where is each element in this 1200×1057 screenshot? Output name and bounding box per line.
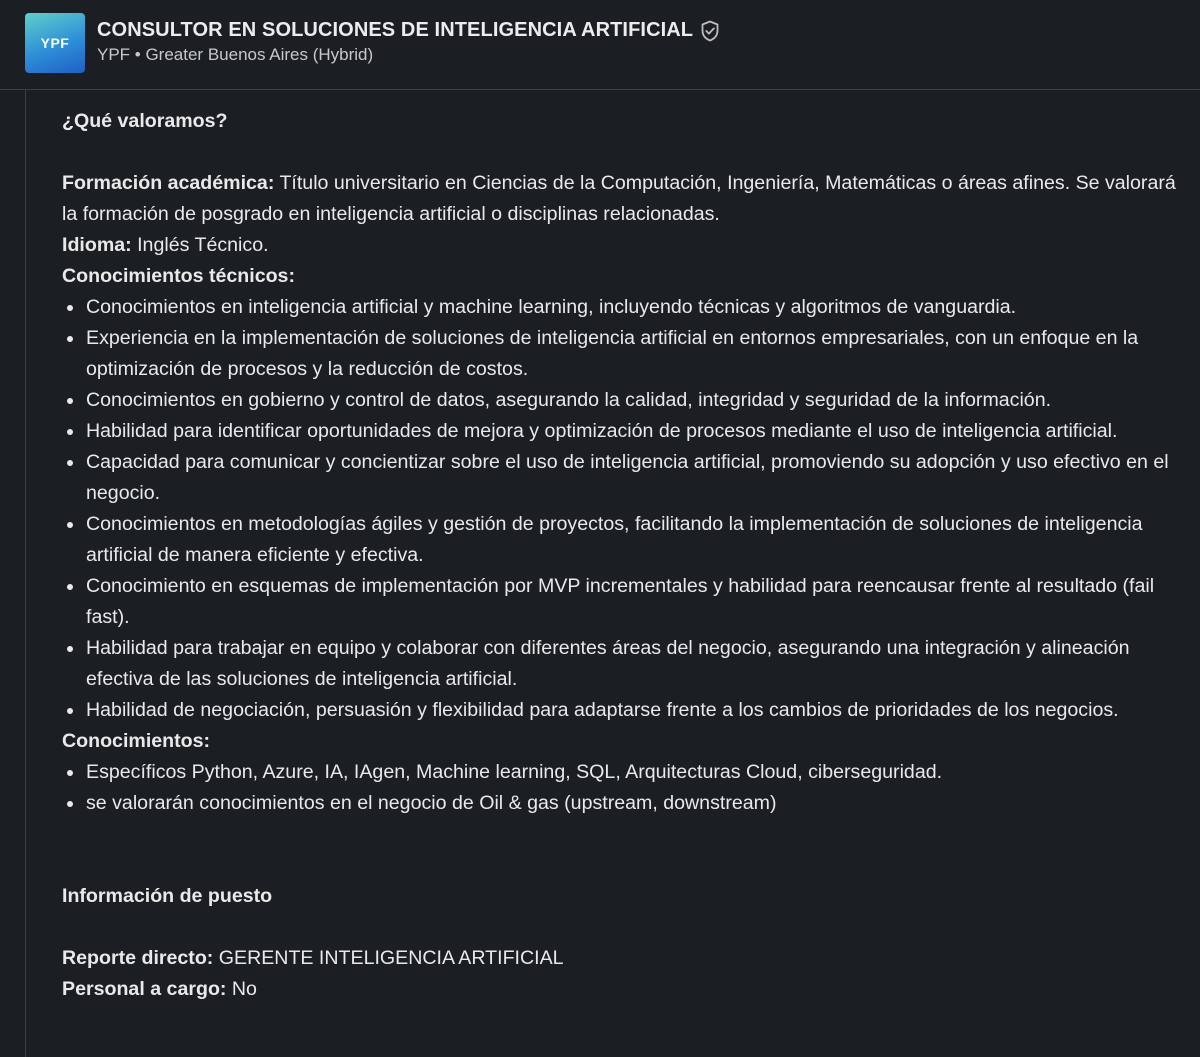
idioma-label: Idioma: bbox=[62, 234, 132, 256]
list-item: se valorarán conocimientos en el negocio de Oil & gas (upstream, downstream) bbox=[62, 788, 1182, 819]
personal-paragraph bbox=[62, 974, 1182, 1005]
list-item: Específicos Python, Azure, IA, IAgen, Machine learning, SQL, Arquitecturas Cloud, ciberseguridad. bbox=[62, 757, 1182, 788]
personal-text: No bbox=[226, 978, 257, 1000]
tecnicos-label: Conocimientos técnicos: bbox=[62, 265, 295, 287]
formacion-paragraph bbox=[62, 168, 1182, 230]
left-divider bbox=[25, 90, 26, 1057]
list-item: Conocimientos en inteligencia artificial y machine learning, incluyendo técnicas y algoritmos de vanguardia. bbox=[62, 292, 1182, 323]
list-item: Conocimiento en esquemas de implementación por MVP incrementales y habilidad para reencausar frente al resultado (fail fast). bbox=[62, 571, 1182, 633]
job-header bbox=[0, 0, 1200, 90]
conocimientos-list bbox=[62, 757, 1182, 819]
list-item: Experiencia en la implementación de soluciones de inteligencia artificial en entornos empresariales, con un enfoque en la optimización de procesos y la reducción de costos. bbox=[62, 323, 1182, 385]
personal-label: Personal a cargo: bbox=[62, 978, 227, 1000]
list-item: Capacidad para comunicar y concientizar sobre el uso de inteligencia artificial, promoviendo su adopción y uso efectivo en el negocio. bbox=[62, 447, 1182, 509]
spacer bbox=[62, 850, 1182, 881]
list-item: Habilidad para trabajar en equipo y colaborar con diferentes áreas del negocio, asegurando una integración y alineación efectiva de las soluciones de inteligencia artificial. bbox=[62, 633, 1182, 695]
job-description bbox=[62, 106, 1182, 1005]
list-item: Conocimientos en metodologías ágiles y gestión de proyectos, facilitando la implementación de soluciones de inteligencia artificial de manera eficiente y efectiva. bbox=[62, 509, 1182, 571]
list-item: Conocimientos en gobierno y control de datos, asegurando la calidad, integridad y seguridad de la información. bbox=[62, 385, 1182, 416]
list-item: Habilidad para identificar oportunidades de mejora y optimización de procesos mediante el uso de inteligencia artificial. bbox=[62, 416, 1182, 447]
idioma-paragraph bbox=[62, 230, 1182, 261]
section-heading-puesto: Información de puesto bbox=[62, 885, 273, 907]
idioma-text: Inglés Técnico. bbox=[131, 234, 269, 256]
section-heading-valoramos: ¿Qué valoramos? bbox=[62, 110, 228, 132]
shield-check-icon bbox=[700, 20, 720, 42]
conocimientos-label: Conocimientos: bbox=[62, 730, 211, 752]
formacion-text: Título universitario en Ciencias de la Computación, Ingeniería, Matemáticas o áreas afines. Se valorará la formación de posgrado en inteligencia artificial o disciplinas relacionadas. bbox=[62, 172, 1176, 225]
job-title-text: CONSULTOR EN SOLUCIONES DE INTELIGENCIA ARTIFICIAL bbox=[97, 19, 694, 41]
company-logo-text: YPF bbox=[40, 35, 70, 51]
reporte-paragraph bbox=[62, 943, 1182, 974]
spacer bbox=[62, 912, 1182, 943]
reporte-text: GERENTE INTELIGENCIA ARTIFICIAL bbox=[213, 947, 564, 969]
list-item: Habilidad de negociación, persuasión y flexibilidad para adaptarse frente a los cambios de prioridades de los negocios. bbox=[62, 695, 1182, 726]
spacer bbox=[62, 819, 1182, 850]
spacer bbox=[62, 137, 1182, 168]
formacion-label: Formación académica: bbox=[62, 172, 275, 194]
reporte-label: Reporte directo: bbox=[62, 947, 214, 969]
company-logo[interactable] bbox=[25, 13, 85, 73]
tecnicos-list bbox=[62, 292, 1182, 726]
job-title[interactable] bbox=[97, 19, 720, 42]
job-subtitle: YPF • Greater Buenos Aires (Hybrid) bbox=[97, 45, 374, 64]
